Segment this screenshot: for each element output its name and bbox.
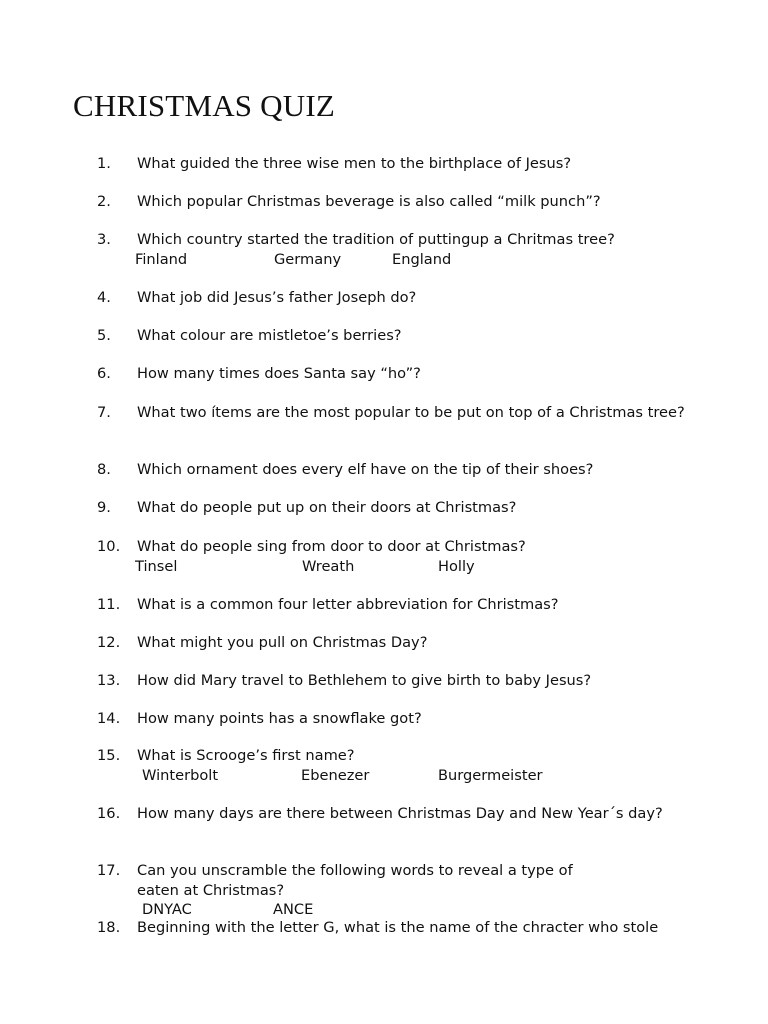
question-text: What is Scrooge’s first name? [137,747,355,764]
question-number: 16. [97,805,121,822]
answer-option: Wreath [302,558,355,575]
answer-option: England [392,251,452,268]
question-number: 2. [97,193,111,210]
question-text: What colour are mistletoe’s berries? [137,327,402,344]
question-text: What do people put up on their doors at Christmas? [137,499,517,516]
answer-option: Finland [135,251,188,268]
answer-option: Burgermeister [438,767,543,784]
question-text: How many points has a snowflake got? [137,710,422,727]
question-text: What job did Jesus’s father Joseph do? [137,289,417,306]
page-title: CHRISTMAS QUIZ [73,88,336,123]
question-text: How many times does Santa say “ho”? [137,365,421,382]
answer-option: Ebenezer [301,767,370,784]
question-number: 1. [97,155,111,172]
question-number: 15. [97,747,121,764]
question-number: 14. [97,710,121,727]
answer-option: Tinsel [135,558,178,575]
question-number: 10. [97,538,121,555]
answer-option: Holly [438,558,475,575]
question-text: Which popular Christmas beverage is also called “milk punch”? [137,193,601,210]
question-number: 12. [97,634,121,651]
answer-option: Germany [274,251,342,268]
question-text: What do people sing from door to door at Christmas? [137,538,526,555]
question-text: Can you unscramble the following words to reveal a type of eaten at Christmas? [137,862,573,899]
question-number: 5. [97,327,111,344]
question-text: Beginning with the letter G, what is the name of the chracter who stole [137,919,659,936]
question-number: 7. [97,404,111,421]
question-text: How did Mary travel to Bethlehem to give birth to baby Jesus? [137,672,592,689]
answer-option: ANCE [273,901,314,918]
question-number: 4. [97,289,111,306]
question-text: How many days are there between Christmas Day and New Year´s day? [137,805,663,822]
question-number: 8. [97,461,111,478]
question-text: Which ornament does every elf have on the tip of their shoes? [137,461,594,478]
question-number: 18. [97,919,121,936]
question-number: 11. [97,596,121,613]
question-text: Which country started the tradition of puttingup a Chritmas tree? [137,231,615,248]
question-number: 9. [97,499,111,516]
question-text: What might you pull on Christmas Day? [137,634,428,651]
question-text: What guided the three wise men to the birthplace of Jesus? [137,155,572,172]
question-number: 13. [97,672,121,689]
question-text: What is a common four letter abbreviation for Christmas? [137,596,559,613]
question-text: What two ítems are the most popular to be put on top of a Christmas tree? [137,404,685,421]
question-number: 6. [97,365,111,382]
answer-option: DNYAC [142,901,192,918]
question-number: 17. [97,862,121,879]
answer-option: Winterbolt [142,767,219,784]
question-number: 3. [97,231,111,248]
